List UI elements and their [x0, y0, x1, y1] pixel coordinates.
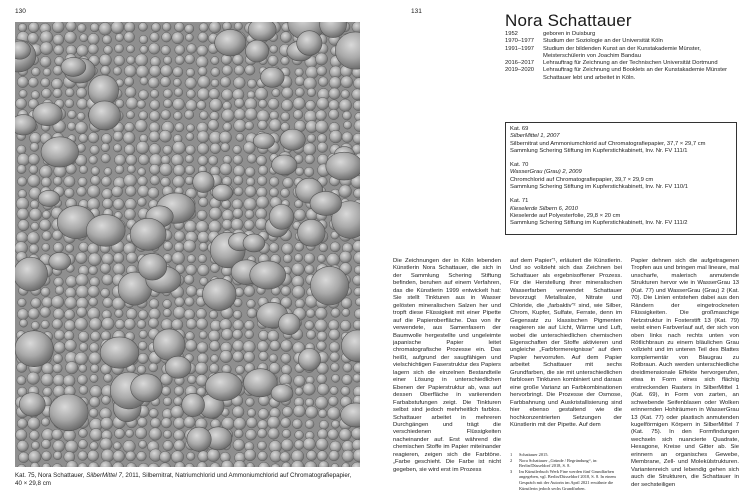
- footnote-text: Nora Schattauer „Gründe / Begründung“, in: Berlin/Düsseldorf 2018, S. 8.: [519, 457, 598, 469]
- text-column-1: [393, 258, 501, 494]
- bio-text: Studium der bildenden Kunst an der Kunstakademie Münster, Meisterschülerin von Joachim Bandau: [543, 45, 701, 59]
- footnote: [510, 469, 630, 491]
- catalog-collection: Sammlung Schering Stiftung im Kupferstichkabinett, Inv. Nr. FV 110/1: [510, 184, 688, 191]
- bio-year: 1991–1997: [505, 45, 535, 52]
- bio-text: Studium der Soziologie an der Universität Köln: [543, 38, 663, 45]
- footnote-number: 2: [510, 457, 513, 463]
- artwork-bubble-pattern: [15, 22, 360, 467]
- biography: [505, 31, 740, 82]
- body-text: auf dem Papier“¹, erläutert die Künstlerin. Und so vollzieht sich das Zeichnen bei Schattauer als ergebnisoffener Prozess. Für die Herstellung ihrer mineralischen Wasserfarben verwendet Schattauer bevorzugt Metallsalze, Nitrate und Chloride, die „farbaktiv“² sind, wie Silber, Chrom, Kupfer, Sulfate, Ferrate, denn im Gegensatz zu klassischen Pigmenten reagieren sie auf Licht, Wärme und Luft, wobei die unterschiedlichen chemischen Eigenschaften der Stoffe aktivieren und ungleiche „Farbformereignisse“ auf dem Papier hervorrufen. Auf dem Papier arbeitet Schattauer mit sechs Grundfarben, die sie mit unterschiedlichen farblosen Tinkturen kombiniert und daraus eine große Varianz an Farbkombinationen hervorbringt. Die Prozesse der Osmose, Farbbahnung und Auskristallisierung sind hier ebenso gestaltend wie die hochkonzentrierten Setzungen der Künstlerin mit der Pipette. Auf dem: [510, 258, 622, 428]
- catalog-title: SilberMittel 1, 2007: [510, 133, 560, 140]
- footnote-number: 3: [510, 468, 513, 474]
- catalog-material: Silbernitrat und Ammoniumchlorid auf Chromatografiepapier, 37,7 × 29,7 cm: [510, 140, 706, 147]
- catalog-collection: Sammlung Schering Stiftung im Kupferstichkabinett, Inv. Nr. FV 111/2: [510, 220, 688, 227]
- footnote-text: Im Künstlerbuch Werk Fine werden fünf Grundfarben angegeben, vgl. Berlin/Düsseldorf 2018, S. 8. In einem Gespräch mit der Autorin im April 2021 erwähnte die Künstlerin jedoch sechs Grundfarben.: [519, 468, 616, 491]
- catalog-title: Kieselerde Silbern 6, 2010: [510, 205, 578, 212]
- artwork-image: [15, 22, 360, 467]
- footnotes: [510, 452, 630, 491]
- caption-prefix: Kat. 75, Nora Schattauer,: [15, 472, 87, 479]
- caption-rest: , 2011, Silbernitrat, Natriumchlorid und Ammoniumchlorid auf Chromatografiepapier, 40 × 29,8 cm: [15, 472, 352, 488]
- bio-text: Schattauer lebt und arbeitet in Köln.: [543, 74, 636, 81]
- catalog-entry: [510, 162, 732, 191]
- catalog-box: [505, 122, 737, 235]
- bio-text: geboren in Duisburg: [543, 31, 596, 37]
- footnote: [510, 458, 630, 469]
- catalog-title: WasserGrau (Grau) 2, 2009: [510, 169, 582, 176]
- catalog-material: Kieselerde auf Polyesterfolie, 29,8 × 20 cm: [510, 212, 621, 219]
- right-page: [375, 0, 750, 500]
- catalog-number: Kat. 71: [510, 198, 529, 205]
- body-text: Die Zeichnungen der in Köln lebenden Künstlerin Nora Schattauer, die sich in der Sammlung Schering Stiftung befinden, beruhen auf einem Verfahren, das die Künstlerin 1999 entwickelt hat: Sie stellt Tinkturen aus in Wasser gelösten mineralischen Salzen her und tropft diese Flüssigkeit mit einer Pipette auf die Papieroberfläche. Das von ihr verwendete, aus Samenfasern der Baumwolle hergestellte und ungeleimte japanische Papier leitet chromatografische Prozesse ein. Das heißt, aufgrund der saugfähigen und vielschichtigen Faserstruktur des Papiers lagern sich die einzelnen Bestandteile einer Lösung in unterschiedlichen Ebenen der Papierstruktur ab, was auf dessen Oberfläche in variierenden Farbabstufungen zeigt. Die Tinkturen selbst sind jedoch mehrheitlich farblos. Schattauer arbeitet in mehreren Durchgängen und trägt die verschiedenen Flüssigkeiten nacheinander auf. Erst während die chemischen Stoffe im Papier miteinander reagieren, zeigen sich die Farbtöne. „Farbe geschieht. Die Farbe ist nicht gegeben, sie wird erst im Prozess: [393, 258, 501, 473]
- bio-row: [505, 38, 740, 45]
- bio-year: 2019–2020: [505, 67, 535, 74]
- body-text: Papier dehnen sich die aufgetragenen Tropfen aus und bringen mal lineare, mal unscharfe, malerisch anmutende Strukturen hervor wie in WasserGrau 13 (Kat. 77) und WasserGrau (Grau) 2 (Kat. 70). Die Linien entstehen dabei aus den Rändern der eingetrockneten Flüssigkeiten. Die großmaschige Netzstruktur in Fosterstift 13 (Kat. 79) weist einen Farbverlauf auf, der sich von oben links nach rechts unten von Rötlichbraun zu einem bläulichen Grau vollzieht und im unteren Teil des Blattes komplementär von Blaugrau zu Rotbraun. Auch werden unterschiedliche dreidimensionale Effekte hervorgerufen, etwa in Form eines sich flächig erstreckenden Rasters in SilberMittel 1 (Kat. 69), in Form von zarten, an schwebende Seifenblasen oder Wolken erinnernden Hohlräumen in WasserGrau 13 (Kat. 77) oder plastisch anmutenden kugelförmigen Körpern in SilberMittel 7 (Kat. 75). In den Formfindungen wechseln sich nuancierte Quadrate, Hexagone, Kreise und Gitter ab. Sie erinnern an organisches Gewebe, Membrane, Zell- und Molekülstrukturen. Variantenreich und lebendig gehen sich auch die Strukturen, die Schattauer in der sechsteiligen: [631, 258, 739, 488]
- bio-row: [505, 46, 740, 61]
- page-number-left: 130: [15, 8, 26, 15]
- bio-year: 2016–2017: [505, 60, 535, 67]
- bio-text: Lehrauftrag für Zeichnung und Booklets an der Kunstakademie Münster: [543, 67, 728, 74]
- caption-title: SilberMittel 7: [86, 472, 122, 479]
- catalog-number: Kat. 69: [510, 126, 529, 132]
- text-column-3: [631, 258, 739, 494]
- catalog-material: Chromchlorid auf Chromatografiepapier, 39,7 × 29,9 cm: [510, 176, 654, 183]
- artwork-caption: [15, 472, 355, 488]
- bio-year: 1952: [505, 31, 518, 37]
- footnote-number: 1: [510, 452, 513, 457]
- bio-year: 1970–1977: [505, 38, 535, 45]
- artist-heading: Nora Schattauer: [505, 11, 632, 30]
- bio-row: [505, 31, 740, 38]
- text-column-2: [510, 258, 622, 446]
- catalog-entry: [510, 198, 732, 227]
- footnote-text: Schattauer 2015.: [519, 452, 549, 457]
- bio-text: Lehrauftrag für Zeichnung an der Technischen Universität Dortmund: [543, 60, 718, 67]
- catalog-collection: Sammlung Schering Stiftung im Kupferstichkabinett, Inv. Nr. FV 111/1: [510, 147, 688, 154]
- catalog-entry: [510, 126, 732, 155]
- bio-year: [505, 75, 543, 82]
- page-number-right: 131: [411, 8, 422, 15]
- bio-row: [505, 60, 740, 67]
- bio-row: [505, 75, 740, 82]
- bio-row: [505, 67, 740, 74]
- catalog-number: Kat. 70: [510, 162, 529, 169]
